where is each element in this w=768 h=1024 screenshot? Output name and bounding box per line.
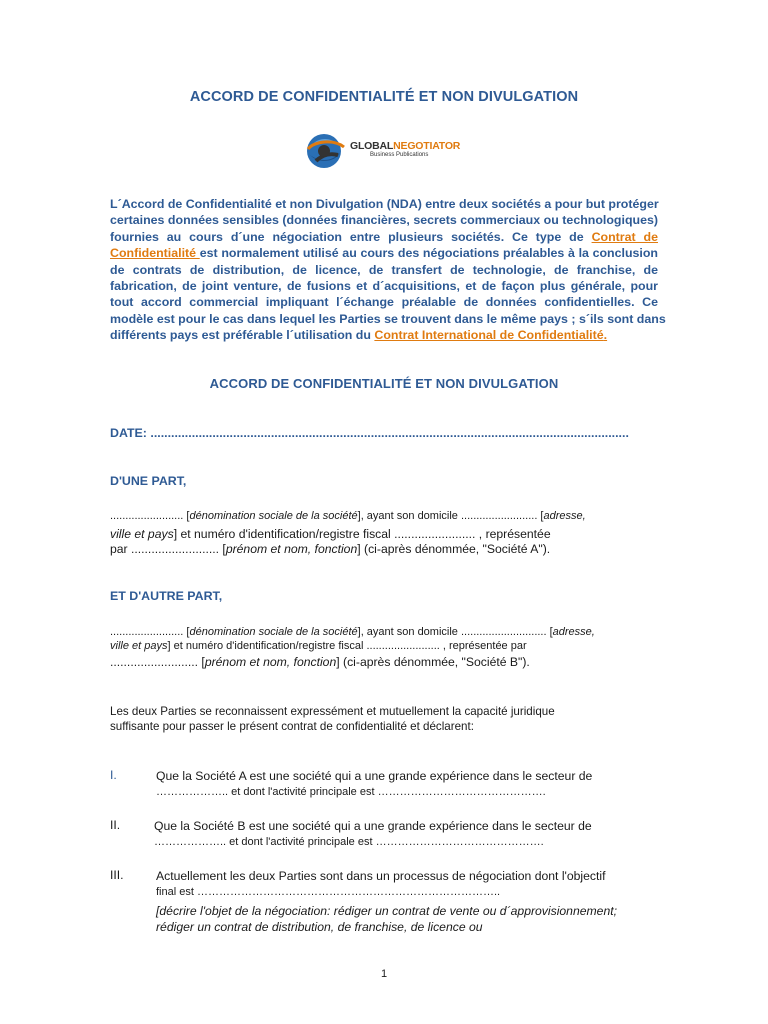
intro-text: différents pays est préférable l´utilisation du (110, 328, 375, 343)
logo-text-global: GLOBAL (350, 140, 394, 152)
company-logo (304, 131, 464, 171)
logo-text-negotiator: NEGOTIATOR (393, 140, 461, 152)
intro-line (110, 229, 658, 245)
section-subtitle: ACCORD DE CONFIDENTIALITÉ ET NON DIVULGATION (209, 376, 559, 391)
intro-text: fournies au cours d´une négociation entre plusieurs sociétés. Ce type de (110, 229, 592, 244)
page-number: 1 (380, 968, 388, 980)
part1-line: ........................ [dénomination sociale de la société], ayant son domicile ......................... [adresse, (110, 510, 586, 522)
intro-line: de contrats de distribution, de licence, de transfert de technologie, de franchise, de (110, 262, 658, 277)
declare-line: Les deux Parties se reconnaissent expressément et mutuellement la capacité juridique (110, 705, 555, 718)
part1-line: ville et pays] et numéro d'identification/registre fiscal ........................ , représentée (110, 527, 551, 541)
list-number: II. (110, 818, 121, 832)
intro-line: fabrication, de joint venture, de fusions et d´acquisitions, et de façon plus générale, pour (110, 279, 658, 294)
part1-line: par .......................... [prénom et nom, fonction] (ci-après dénommée, "Société A"). (110, 542, 551, 556)
intro-line: modèle est pour le cas dans lequel les Parties se trouvent dans le même pays ; s´ils sont dans (110, 311, 666, 326)
intro-text: est normalement utilisé au cours des négociations préalables à la conclusion (199, 246, 658, 261)
international-contract-link[interactable]: Contrat International de Confidentialité (374, 328, 604, 343)
list-item: Que la Société B est une société qui a une grande expérience dans le secteur de ……………….. et dont l'activité principale est ………………………………………. (154, 819, 592, 849)
intro-line: L´Accord de Confidentialité et non Divulgation (NDA) entre deux sociétés a pour but protéger (110, 197, 659, 211)
part2-line: ........................ [dénomination sociale de la société], ayant son domicile ............................ [adresse, (110, 626, 595, 638)
globe-logo-icon (304, 131, 348, 171)
part2-line: .......................... [prénom et nom, fonction] (ci-après dénommée, "Société B"). (110, 655, 530, 669)
intro-line: certaines données sensibles (données financières, secrets commerciaux ou technologiques) (110, 213, 658, 228)
list-item: Actuellement les deux Parties sont dans un processus de négociation dont l'objectif final est ……………………………………………………………………….. [décrire l'objet de la négociation: rédiger un contrat de vente ou d´approvisionnement; rédiger un contrat de distribution, de franchise, de licence ou (156, 869, 618, 935)
intro-line (110, 327, 658, 343)
part1-heading: D'UNE PART, (110, 474, 187, 488)
intro-line: tout accord commercial impliquant l´échange préalable de données confidentielles. Ce (110, 295, 658, 310)
part2-heading: ET D'AUTRE PART, (110, 589, 223, 603)
intro-line (110, 245, 658, 261)
list-number: III. (110, 868, 124, 882)
intro-paragraph (110, 196, 666, 344)
logo-tagline: Business Publications (370, 152, 429, 158)
logo-wordmark (350, 140, 460, 152)
part2-line: ville et pays] et numéro d'identification/registre fiscal ........................ , représentée par (110, 640, 527, 652)
list-number: I. (110, 768, 117, 782)
nda-contract-link[interactable]: Contrat de (591, 229, 658, 244)
intro-period: . (603, 328, 608, 343)
date-line: DATE: ........................................................................................................................................... (110, 426, 629, 440)
list-item: Que la Société A est une société qui a une grande expérience dans le secteur de ……………….. et dont l'activité principale est ………………………………………. (156, 769, 593, 799)
document-title: ACCORD DE CONFIDENTIALITÉ ET NON DIVULGATION (189, 89, 579, 105)
declare-line: suffisante pour passer le présent contrat de confidentialité et déclarent: (110, 720, 474, 733)
nda-contract-link-cont[interactable]: Confidentialité (110, 246, 200, 261)
